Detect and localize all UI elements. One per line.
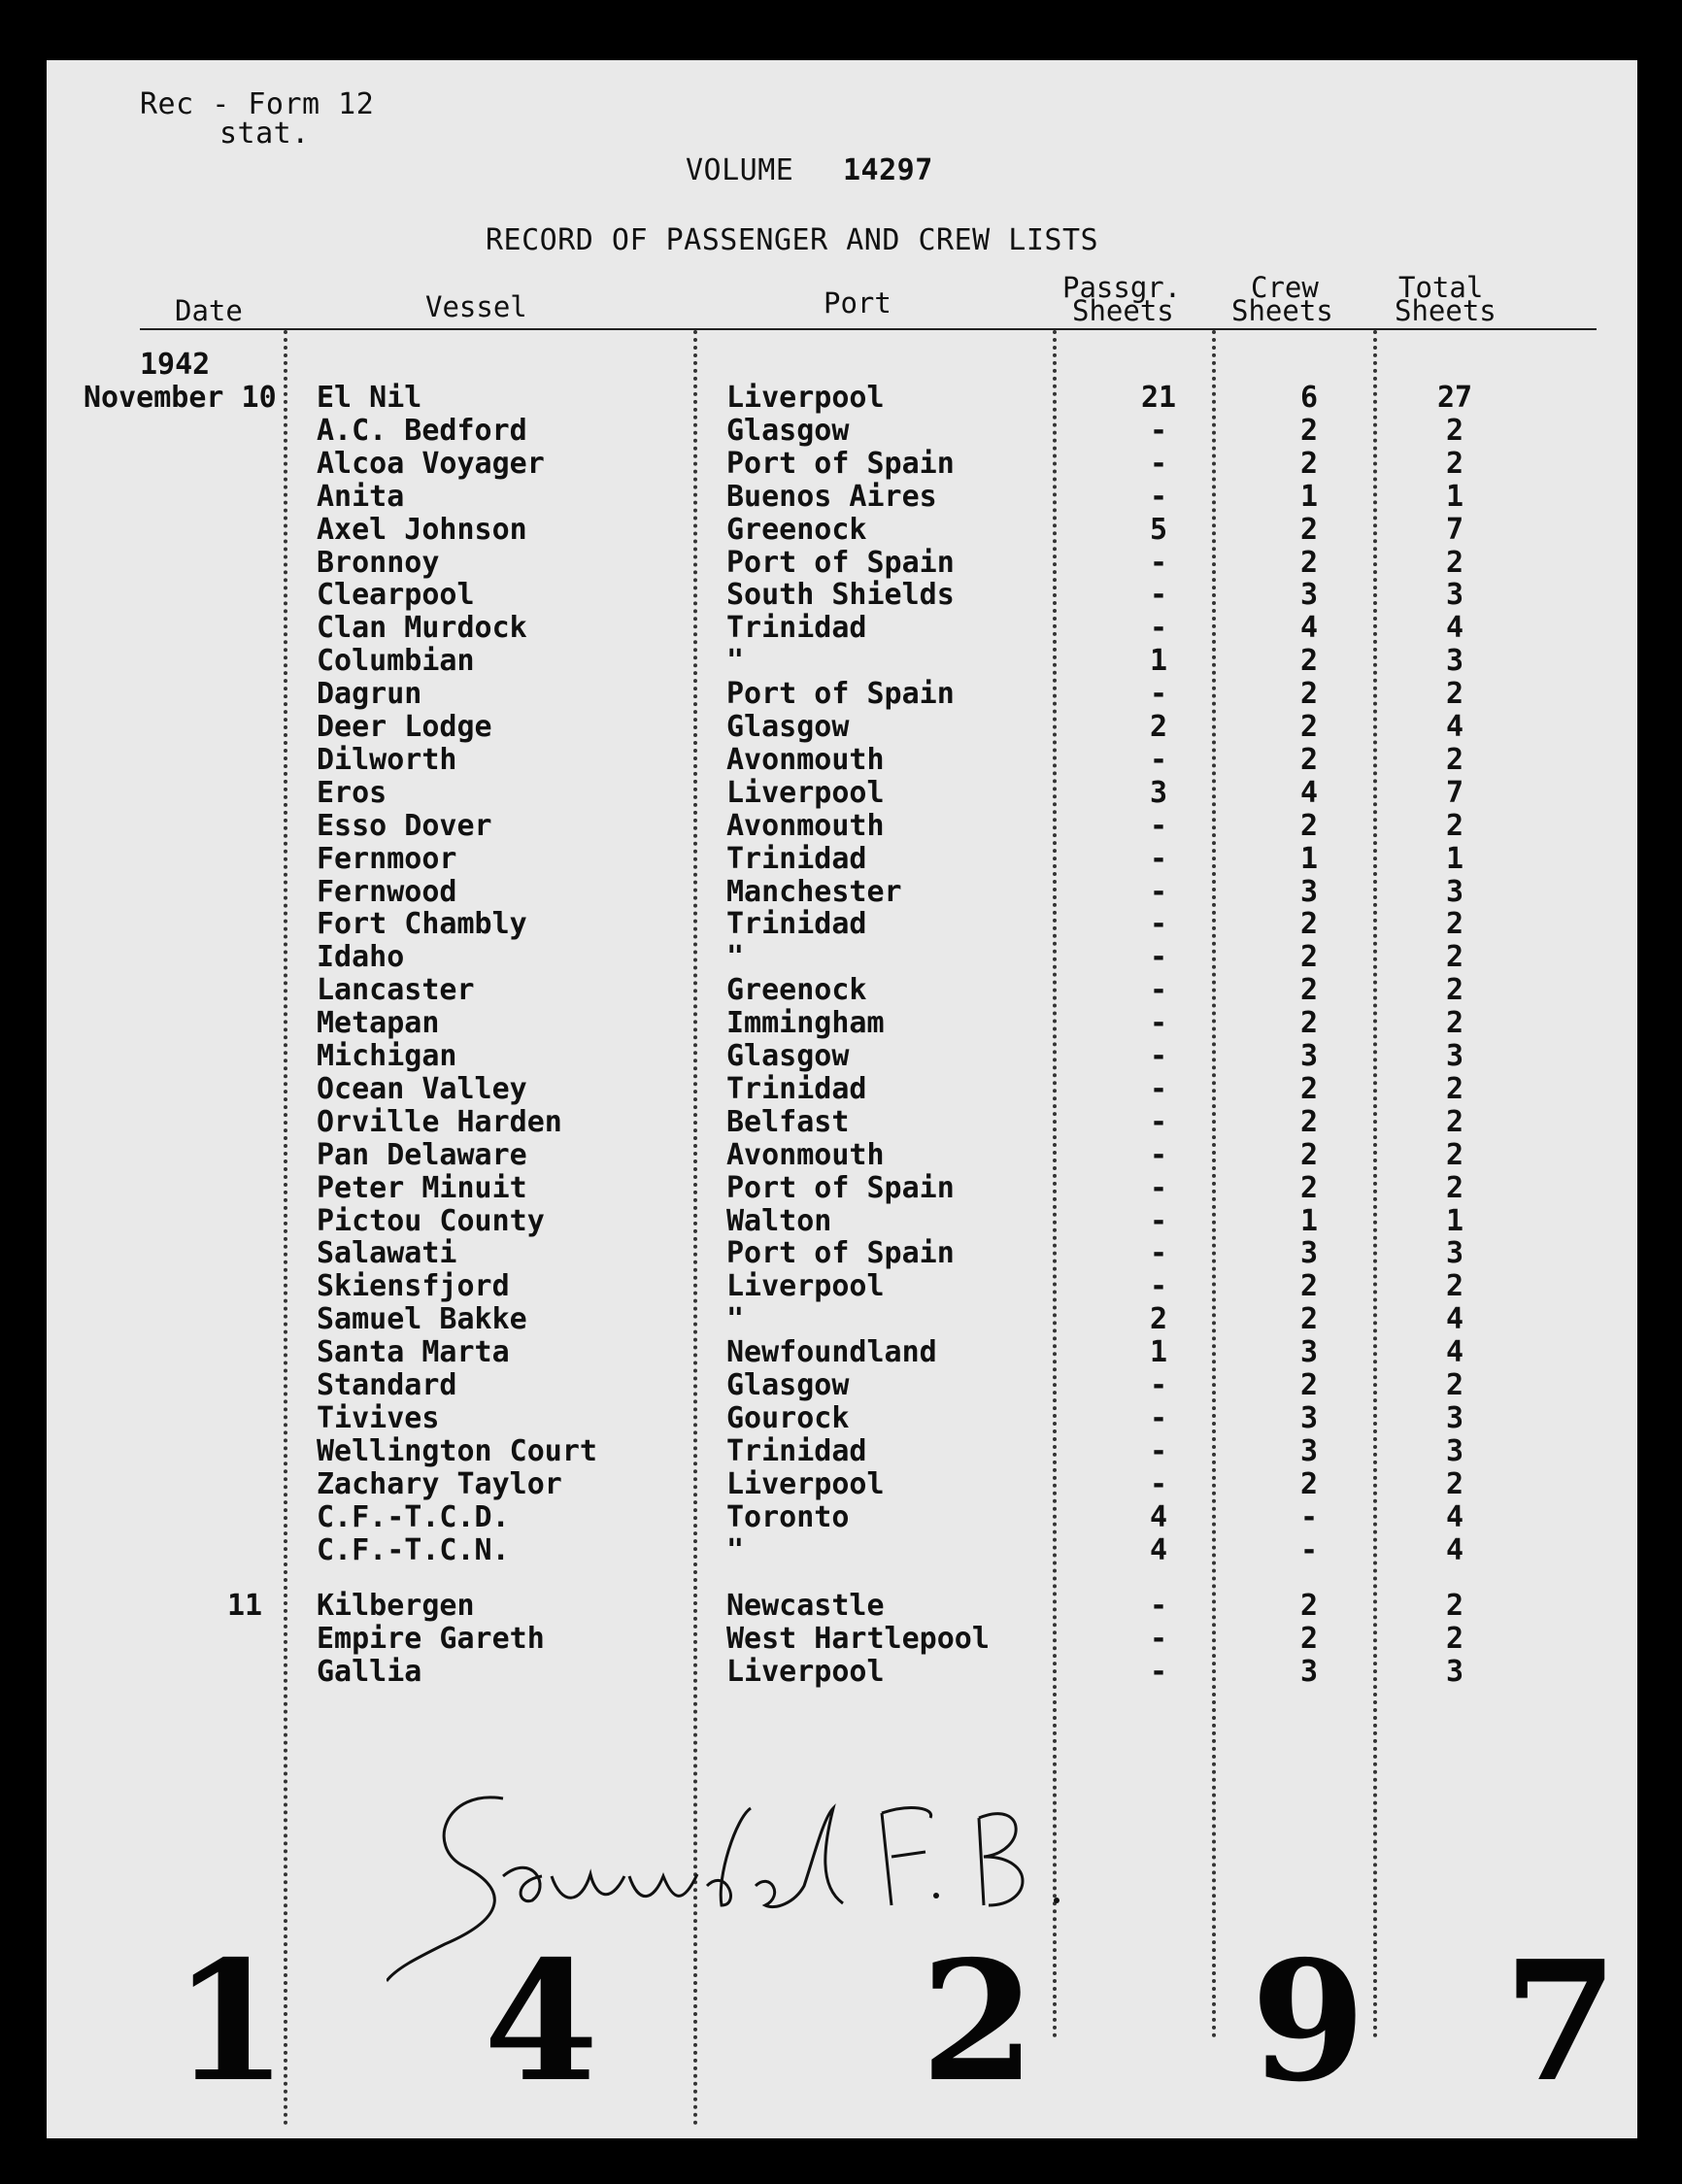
vessel-name: Dilworth (317, 742, 457, 777)
crew-sheets: 2 (1299, 710, 1319, 744)
column-header-date: Date (175, 294, 243, 327)
port-name: Avonmouth (726, 808, 885, 843)
crew-sheets: 2 (1299, 1621, 1319, 1656)
port-name: Port of Spain (726, 545, 955, 580)
vessel-name: Clan Murdock (317, 611, 527, 646)
port-name: Trinidad (726, 611, 867, 646)
total-sheets: 2 (1445, 1621, 1464, 1656)
port-name: Gourock (726, 1400, 850, 1435)
vessel-name: Clearpool (317, 578, 475, 613)
stamp-digit: 4 (484, 1925, 599, 2119)
passenger-sheets: - (1149, 1104, 1168, 1139)
table-row (47, 1335, 1600, 1368)
column-header-total-2: Sheets (1395, 294, 1497, 327)
passenger-sheets: - (1149, 1400, 1168, 1435)
column-header-passenger-1: Passgr. (1062, 271, 1182, 304)
table-row (47, 447, 1600, 480)
total-sheets: 2 (1445, 1589, 1464, 1623)
vessel-name: Skiensfjord (317, 1269, 510, 1304)
vessel-name: A.C. Bedford (317, 413, 527, 448)
column-header-total-1: Total (1398, 271, 1484, 304)
table-row (47, 1655, 1600, 1688)
header-rule (140, 328, 1597, 330)
column-header-crew-2: Sheets (1231, 294, 1333, 327)
table-row (47, 1302, 1600, 1335)
crew-sheets: 1 (1299, 841, 1319, 876)
total-sheets: 1 (1445, 479, 1464, 514)
vessel-name: Axel Johnson (317, 512, 527, 547)
port-name: Liverpool (726, 1466, 885, 1501)
crew-sheets: 2 (1299, 1466, 1319, 1501)
port-name: Port of Spain (726, 677, 955, 712)
total-sheets: 3 (1445, 1400, 1464, 1435)
vessel-name: Fernwood (317, 874, 457, 909)
total-sheets: 2 (1445, 973, 1464, 1008)
port-name: Belfast (726, 1104, 850, 1139)
total-sheets: 2 (1445, 1170, 1464, 1205)
total-sheets: 2 (1445, 742, 1464, 777)
table-row (47, 973, 1600, 1006)
total-sheets: 2 (1445, 413, 1464, 448)
passenger-sheets: 1 (1149, 1335, 1168, 1370)
stamp-digit: 7 (1503, 1925, 1619, 2119)
table-row (47, 644, 1600, 677)
total-sheets: 7 (1445, 775, 1464, 810)
stamp-digit: 1 (173, 1925, 288, 2119)
passenger-sheets: 4 (1149, 1499, 1168, 1534)
total-sheets: 2 (1445, 1006, 1464, 1041)
port-name: " (726, 1302, 745, 1337)
vessel-name: Salawati (317, 1236, 457, 1271)
vessel-name: Pan Delaware (317, 1137, 527, 1172)
passenger-sheets: - (1149, 446, 1168, 481)
total-sheets: 3 (1445, 874, 1464, 909)
date-november-10: November 10 (84, 381, 277, 415)
port-name: Port of Spain (726, 1170, 955, 1205)
total-sheets: 2 (1445, 907, 1464, 942)
table-row (47, 1533, 1600, 1566)
port-name: Liverpool (726, 381, 885, 415)
port-name: Glasgow (726, 413, 850, 448)
crew-sheets: 3 (1299, 1039, 1319, 1073)
crew-sheets: - (1299, 1532, 1319, 1567)
passenger-sheets: - (1149, 874, 1168, 909)
vessel-name: Deer Lodge (317, 710, 492, 744)
port-name: Liverpool (726, 1269, 885, 1304)
total-sheets: 4 (1445, 1302, 1464, 1337)
volume-label: VOLUME (686, 153, 794, 187)
crew-sheets: 2 (1299, 545, 1319, 580)
port-name: Liverpool (726, 775, 885, 810)
total-sheets: 1 (1445, 841, 1464, 876)
port-name: Port of Spain (726, 1236, 955, 1271)
vessel-name: Idaho (317, 940, 405, 975)
stamp-digit: 9 (1251, 1925, 1366, 2119)
passenger-sheets: - (1149, 1368, 1168, 1402)
crew-sheets: 3 (1299, 1335, 1319, 1370)
crew-sheets: 2 (1299, 512, 1319, 547)
table-row (47, 1589, 1600, 1622)
passenger-sheets: - (1149, 940, 1168, 975)
port-name: Greenock (726, 973, 867, 1008)
vessel-name: Empire Gareth (317, 1621, 545, 1656)
total-sheets: 4 (1445, 1532, 1464, 1567)
port-name: Liverpool (726, 1654, 885, 1689)
passenger-sheets: - (1149, 1654, 1168, 1689)
crew-sheets: 2 (1299, 1071, 1319, 1106)
table-row (47, 1434, 1600, 1467)
table-row (47, 776, 1600, 809)
total-sheets: 3 (1445, 1236, 1464, 1271)
vessel-name: C.F.-T.C.D. (317, 1499, 510, 1534)
passenger-sheets: - (1149, 578, 1168, 613)
table-row (47, 1072, 1600, 1105)
table-row (47, 480, 1600, 513)
table-row (47, 578, 1600, 611)
date-day-11: 11 (227, 1589, 263, 1623)
column-header-port: Port (824, 286, 891, 319)
crew-sheets: 2 (1299, 808, 1319, 843)
crew-sheets: 2 (1299, 1137, 1319, 1172)
total-sheets: 2 (1445, 1137, 1464, 1172)
crew-sheets: 2 (1299, 446, 1319, 481)
vessel-name: Esso Dover (317, 808, 492, 843)
vessel-name: C.F.-T.C.N. (317, 1532, 510, 1567)
volume-number: 14297 (843, 153, 933, 187)
vessel-name: Santa Marta (317, 1335, 510, 1370)
passenger-sheets: - (1149, 1466, 1168, 1501)
crew-sheets: 1 (1299, 479, 1319, 514)
vessel-name: Fernmoor (317, 841, 457, 876)
passenger-sheets: - (1149, 479, 1168, 514)
vessel-name: Dagrun (317, 677, 422, 712)
vessel-name: Orville Harden (317, 1104, 562, 1139)
port-name: " (726, 940, 745, 975)
total-sheets: 2 (1445, 1104, 1464, 1139)
passenger-sheets: - (1149, 413, 1168, 448)
passenger-sheets: - (1149, 1621, 1168, 1656)
crew-sheets: 2 (1299, 413, 1319, 448)
passenger-sheets: - (1149, 907, 1168, 942)
table-row (47, 1467, 1600, 1500)
vessel-name: Lancaster (317, 973, 475, 1008)
vessel-name: Alcoa Voyager (317, 446, 545, 481)
stamp-digit: 2 (921, 1925, 1036, 2119)
total-sheets: 2 (1445, 446, 1464, 481)
crew-sheets: 2 (1299, 1302, 1319, 1337)
column-header-vessel: Vessel (425, 290, 527, 323)
table-row (47, 743, 1600, 776)
table-row (47, 546, 1600, 579)
year: 1942 (140, 348, 211, 382)
table-row (47, 842, 1600, 875)
passenger-sheets: - (1149, 742, 1168, 777)
table-row (47, 1236, 1600, 1269)
crew-sheets: - (1299, 1499, 1319, 1534)
passenger-sheets: 2 (1149, 1302, 1168, 1337)
port-name: " (726, 644, 745, 679)
vessel-name: Peter Minuit (317, 1170, 527, 1205)
crew-sheets: 2 (1299, 1104, 1319, 1139)
document-page (47, 60, 1637, 2138)
vessel-name: Michigan (317, 1039, 457, 1073)
port-name: Trinidad (726, 907, 867, 942)
total-sheets: 4 (1445, 1499, 1464, 1534)
total-sheets: 3 (1445, 578, 1464, 613)
port-name: Buenos Aires (726, 479, 937, 514)
total-sheets: 3 (1445, 1654, 1464, 1689)
table-row (47, 1105, 1600, 1138)
port-name: Newcastle (726, 1589, 885, 1623)
vessel-name: Kilbergen (317, 1589, 475, 1623)
form-label: Rec - Form 12 (140, 87, 375, 121)
vessel-name: Bronnoy (317, 545, 440, 580)
port-name: Avonmouth (726, 742, 885, 777)
table-row (47, 1401, 1600, 1434)
port-name: Newfoundland (726, 1335, 937, 1370)
total-sheets: 27 (1436, 381, 1473, 415)
port-name: Trinidad (726, 1433, 867, 1468)
crew-sheets: 2 (1299, 677, 1319, 712)
vessel-name: Pictou County (317, 1203, 545, 1238)
port-name: Greenock (726, 512, 867, 547)
vessel-name: Ocean Valley (317, 1071, 527, 1106)
document-title: RECORD OF PASSENGER AND CREW LISTS (486, 223, 1099, 257)
table-row (47, 1622, 1600, 1655)
crew-sheets: 2 (1299, 1269, 1319, 1304)
vessel-name: Standard (317, 1368, 457, 1402)
crew-sheets: 2 (1299, 973, 1319, 1008)
crew-sheets: 2 (1299, 644, 1319, 679)
passenger-sheets: 4 (1149, 1532, 1168, 1567)
table-row (47, 1006, 1600, 1039)
passenger-sheets: - (1149, 1203, 1168, 1238)
vessel-name: Eros (317, 775, 387, 810)
passenger-sheets: - (1149, 1137, 1168, 1172)
table-row (47, 381, 1600, 414)
total-sheets: 2 (1445, 1071, 1464, 1106)
passenger-sheets: - (1149, 1006, 1168, 1041)
table-row (47, 1500, 1600, 1533)
passenger-sheets: 5 (1149, 512, 1168, 547)
passenger-sheets: - (1149, 841, 1168, 876)
crew-sheets: 3 (1299, 578, 1319, 613)
port-name: Glasgow (726, 710, 850, 744)
port-name: West Hartlepool (726, 1621, 990, 1656)
port-name: Immingham (726, 1006, 885, 1041)
passenger-sheets: - (1149, 973, 1168, 1008)
port-name: Avonmouth (726, 1137, 885, 1172)
passenger-sheets: 1 (1149, 644, 1168, 679)
total-sheets: 2 (1445, 677, 1464, 712)
vessel-name: Wellington Court (317, 1433, 597, 1468)
crew-sheets: 4 (1299, 775, 1319, 810)
table-row (47, 611, 1600, 644)
port-name: Toronto (726, 1499, 850, 1534)
port-name: South Shields (726, 578, 955, 613)
total-sheets: 7 (1445, 512, 1464, 547)
table-row (47, 1138, 1600, 1171)
passenger-sheets: - (1149, 1039, 1168, 1073)
crew-sheets: 3 (1299, 1433, 1319, 1468)
port-name: Glasgow (726, 1039, 850, 1073)
passenger-sheets: - (1149, 808, 1168, 843)
port-name: Manchester (726, 874, 902, 909)
total-sheets: 4 (1445, 710, 1464, 744)
table-row (47, 1039, 1600, 1072)
vessel-name: Fort Chambly (317, 907, 527, 942)
table-row (47, 710, 1600, 743)
total-sheets: 2 (1445, 808, 1464, 843)
vessel-name: Columbian (317, 644, 475, 679)
crew-sheets: 4 (1299, 611, 1319, 646)
table-row (47, 1204, 1600, 1237)
total-sheets: 4 (1445, 1335, 1464, 1370)
total-sheets: 2 (1445, 1466, 1464, 1501)
table-row (47, 809, 1600, 842)
total-sheets: 3 (1445, 1039, 1464, 1073)
total-sheets: 2 (1445, 545, 1464, 580)
vessel-name: Samuel Bakke (317, 1302, 527, 1337)
total-sheets: 3 (1445, 644, 1464, 679)
column-header-crew-1: Crew (1251, 271, 1319, 304)
table-row (47, 414, 1600, 447)
passenger-sheets: - (1149, 611, 1168, 646)
crew-sheets: 2 (1299, 1368, 1319, 1402)
passenger-sheets: - (1149, 1071, 1168, 1106)
crew-sheets: 3 (1299, 1400, 1319, 1435)
vessel-name: Metapan (317, 1006, 440, 1041)
total-sheets: 2 (1445, 1368, 1464, 1402)
total-sheets: 2 (1445, 940, 1464, 975)
vessel-name: Gallia (317, 1654, 422, 1689)
crew-sheets: 2 (1299, 1006, 1319, 1041)
column-header-passenger-2: Sheets (1072, 294, 1174, 327)
total-sheets: 1 (1445, 1203, 1464, 1238)
passenger-sheets: - (1149, 1269, 1168, 1304)
table-row (47, 940, 1600, 973)
table-row (47, 907, 1600, 940)
table-row (47, 1368, 1600, 1401)
crew-sheets: 2 (1299, 1170, 1319, 1205)
crew-sheets: 3 (1299, 1654, 1319, 1689)
table-row (47, 1269, 1600, 1302)
total-sheets: 3 (1445, 1433, 1464, 1468)
port-name: Trinidad (726, 841, 867, 876)
crew-sheets: 3 (1299, 874, 1319, 909)
crew-sheets: 2 (1299, 742, 1319, 777)
table-row (47, 677, 1600, 710)
passenger-sheets: - (1149, 1433, 1168, 1468)
crew-sheets: 6 (1299, 381, 1319, 415)
vessel-name: Zachary Taylor (317, 1466, 562, 1501)
table-row (47, 1171, 1600, 1204)
total-sheets: 4 (1445, 611, 1464, 646)
crew-sheets: 2 (1299, 907, 1319, 942)
port-name: Port of Spain (726, 446, 955, 481)
vessel-name: Tivives (317, 1400, 440, 1435)
port-name: Glasgow (726, 1368, 850, 1402)
passenger-sheets: - (1149, 1589, 1168, 1623)
port-name: Trinidad (726, 1071, 867, 1106)
total-sheets: 2 (1445, 1269, 1464, 1304)
passenger-sheets: - (1149, 1170, 1168, 1205)
crew-sheets: 2 (1299, 1589, 1319, 1623)
passenger-sheets: 2 (1149, 710, 1168, 744)
table-row (47, 513, 1600, 546)
passenger-sheets: - (1149, 545, 1168, 580)
vessel-name: Anita (317, 479, 405, 514)
passenger-sheets: - (1149, 1236, 1168, 1271)
form-sublabel: stat. (219, 117, 310, 151)
crew-sheets: 3 (1299, 1236, 1319, 1271)
crew-sheets: 1 (1299, 1203, 1319, 1238)
port-name: Walton (726, 1203, 832, 1238)
table-row (47, 875, 1600, 908)
vessel-name: El Nil (317, 381, 422, 415)
port-name: " (726, 1532, 745, 1567)
crew-sheets: 2 (1299, 940, 1319, 975)
passenger-sheets: 3 (1149, 775, 1168, 810)
passenger-sheets: - (1149, 677, 1168, 712)
passenger-sheets: 21 (1140, 381, 1177, 415)
